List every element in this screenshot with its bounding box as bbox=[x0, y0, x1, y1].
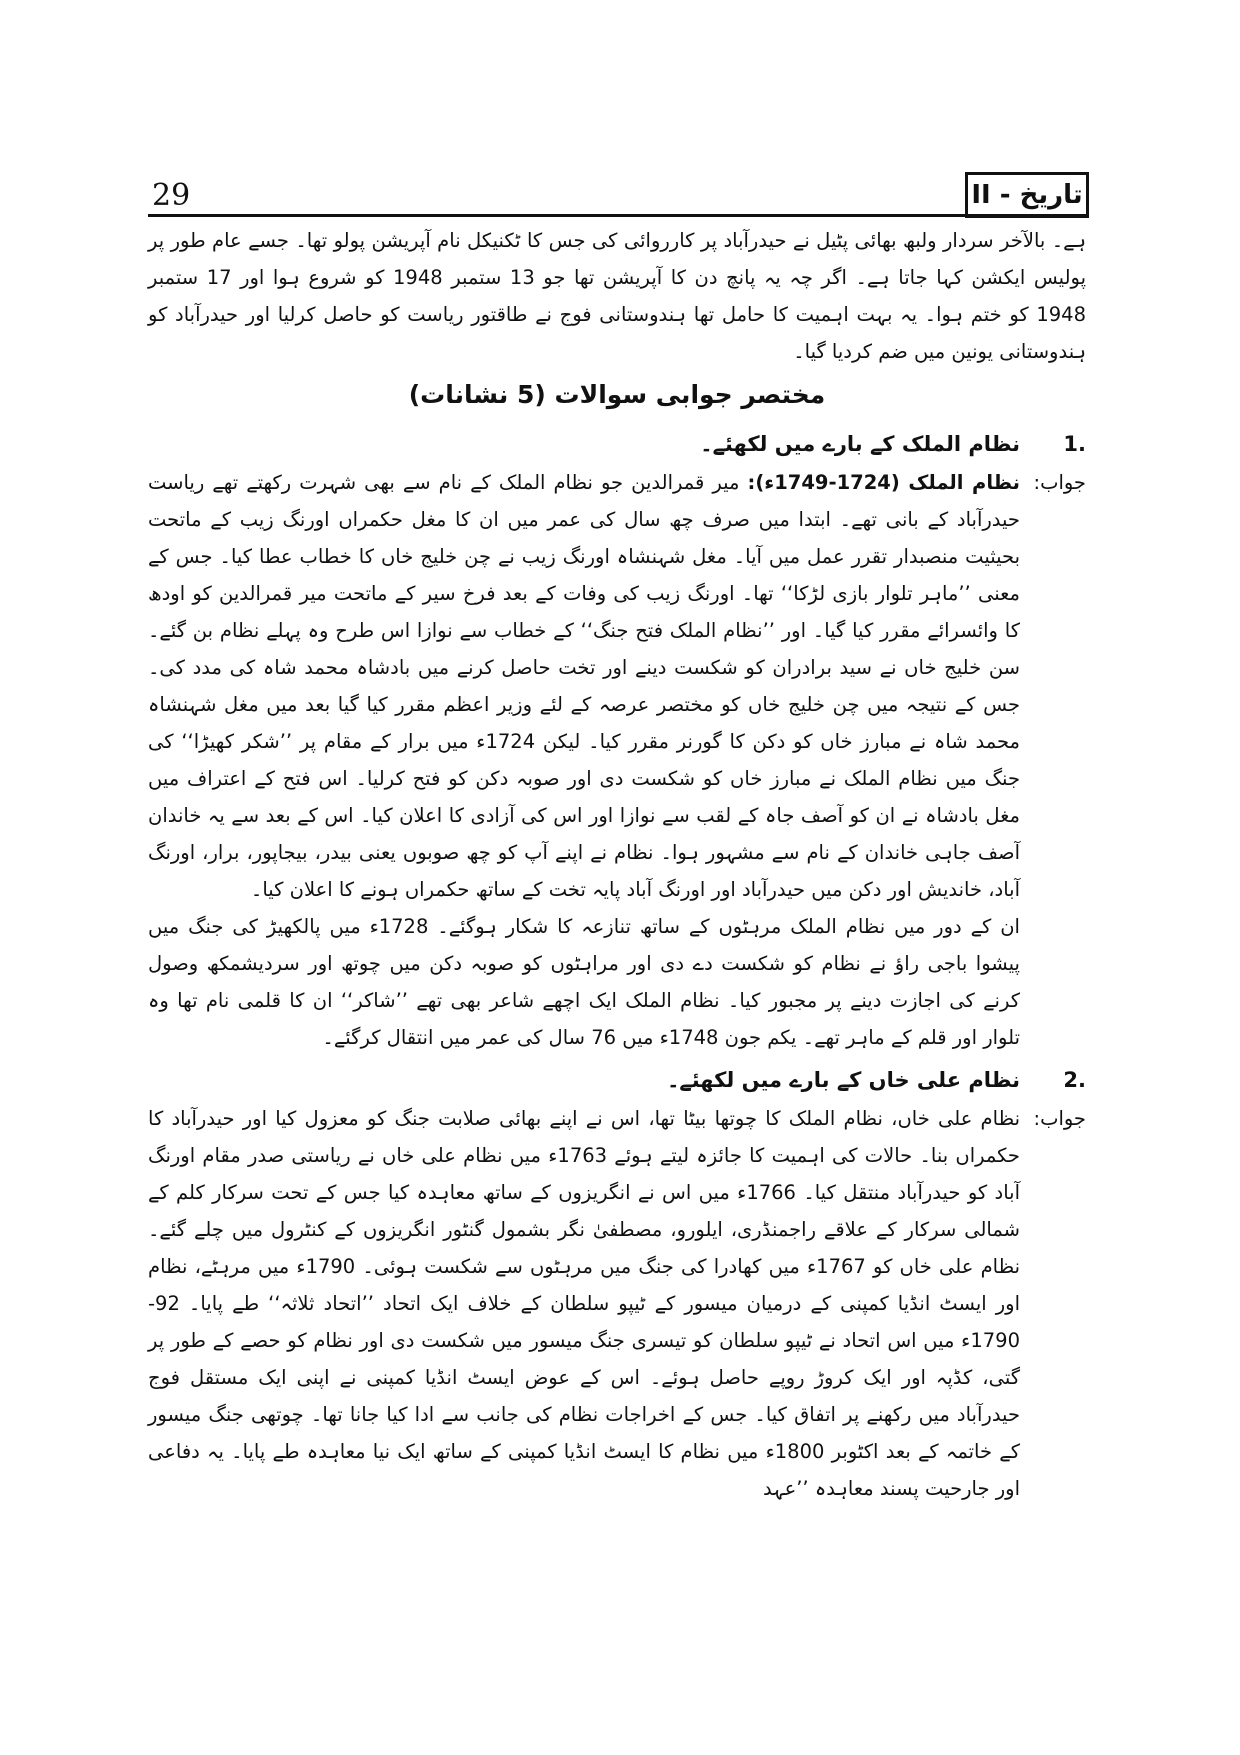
answer-paragraph-continued: ان کے دور میں نظام الملک مرہٹوں کے ساتھ تنازعہ کا شکار ہوگئے۔ 1728ء میں پالکھیڑ کی جنگ میں پیشوا باجی راؤ نے نظام کو شکست دے دی اور مراہٹوں کو صوبہ دکن میں چوتھ اور سردیشمکھ وصول کرنے کی اجازت دینے پر مجبور کیا۔ نظام الملک ایک اچھے شاعر بھی تھے ’’شاکر‘‘ ان کا قلمی نام تھا وہ تلوار اور قلم کے ماہر تھے۔ یکم جون 1748ء میں 76 سال کی عمر میں انتقال کرگئے۔ bbox=[148, 915, 1020, 1049]
question-text: نظام الملک کے بارے میں لکھئے۔ bbox=[700, 432, 1020, 456]
page-number: 29 bbox=[152, 178, 191, 213]
question-number: .1 bbox=[1063, 432, 1086, 456]
header-rule bbox=[148, 214, 1086, 217]
subject-title-box: تاریخ - II bbox=[965, 172, 1089, 218]
question-text: نظام علی خاں کے بارے میں لکھئے۔ bbox=[667, 1068, 1020, 1092]
intro-paragraph: ہے۔ بالآخر سردار ولبھ بھائی پٹیل نے حیدرآباد پر کارروائی کی جس کا ٹکنیکل نام آپریشن پولو تھا۔ جسے عام طور پر پولیس ایکشن کہا جاتا ہے۔ اگر چہ یہ پانچ دن کا آپریشن تھا جو 13 ستمبر 1948 کو شروع ہوا اور 17 ستمبر 1948 کو ختم ہوا۔ یہ بہت اہمیت کا حامل تھا ہندوستانی فوج نے طاقتور ریاست کو حاصل کرلیا اور حیدرآباد کو ہندوستانی یونین میں ضم کردیا گیا۔ bbox=[148, 229, 1087, 363]
answer-paragraph: میر قمرالدین جو نظام الملک کے نام سے بھی شہرت رکھتے تھے ریاست حیدرآباد کے بانی تھے۔ ابتدا میں صرف چھ سال کی عمر میں ان کا مغل حکمراں اورنگ زیب کے ماتحت بحیثیت منصبدار تقرر عمل میں آیا۔ مغل شہنشاہ اورنگ زیب نے چن خلیج خاں کا خطاب عطا کیا۔ جس کے معنی ’’ماہر تلوار بازی لڑکا‘‘ تھا۔ اورنگ زیب کی وفات کے بعد فرخ سیر کے ماتحت میر قمرالدین کو اودھ کا وائسرائے مقرر کیا گیا۔ اور ’’نظام الملک فتح جنگ‘‘ کے خطاب سے نوازا اس طرح وہ پہلے نظام بن گئے۔ سن خلیج خاں نے سید برادران کو شکست دینے اور تخت حاصل کرنے میں بادشاہ محمد شاہ کی مدد کی۔ جس کے نتیجہ میں چن خلیج خاں کو مختصر عرصہ کے لئے وزیر اعظم مقرر کیا گیا بعد میں مغل شہنشاہ محمد شاہ نے مبارز خاں کو دکن کا گورنر مقرر کیا۔ لیکن 1724ء میں برار کے مقام پر ’’شکر کھیڑا‘‘ کی جنگ میں نظام الملک نے مبارز خاں کو شکست دی اور صوبہ دکن کو فتح کرلیا۔ اس فتح کے اعتراف میں مغل بادشاہ نے ان کو آصف جاہ کے لقب سے نوازا اور اس کی آزادی کا اعلان کیا۔ اس کے بعد سے یہ خاندان آصف جاہی خاندان کے نام سے مشہور ہوا۔ نظام نے اپنے آپ کو چھ صوبوں یعنی بیدر، بیجاپور، برار، اورنگ آباد، خاندیش اور دکن میں حیدرآباد اور اورنگ آباد پایہ تخت کے ساتھ حکمراں ہونے کا اعلان کیا۔ bbox=[148, 471, 1021, 901]
question-2 bbox=[148, 1060, 1086, 1100]
answer-body bbox=[148, 1100, 1020, 1507]
answer-lead: نظام الملک (1724-1749ء): bbox=[747, 471, 1020, 494]
answer-2 bbox=[148, 1100, 1086, 1507]
page-content bbox=[148, 222, 1086, 1507]
section-heading: مختصر جوابی سوالات (5 نشانات) bbox=[408, 380, 826, 409]
answer-paragraph: نظام علی خاں، نظام الملک کا چوتھا بیٹا تھا، اس نے اپنے بھائی صلابت جنگ کو معزول کیا اور حیدرآباد کا حکمراں بنا۔ حالات کی اہمیت کا جائزہ لیتے ہوئے 1763ء میں نظام علی خاں نے ریاستی صدر مقام اورنگ آباد کو حیدرآباد منتقل کیا۔ 1766ء میں اس نے انگریزوں کے ساتھ معاہدہ کیا جس کے تحت سرکار کلم کے شمالی سرکار کے علاقے راجمنڈری، ایلورو، مصطفیٰ نگر بشمول گنٹور انگریزوں کے کنٹرول میں چلے گئے۔ نظام علی خاں کو 1767ء میں کھادرا کی جنگ میں مرہٹوں سے شکست ہوئی۔ 1790ء میں مرہٹے، نظام اور ایسٹ انڈیا کمپنی کے درمیان میسور کے ٹیپو سلطان کے خلاف ایک اتحاد ’’اتحاد ثلاثہ‘‘ طے پایا۔ 92-1790ء میں اس اتحاد نے ٹیپو سلطان کو تیسری جنگ میسور میں شکست دی اور نظام کو حصے کے طور پر گتی، کڈپہ اور ایک کروڑ روپے حاصل ہوئے۔ اس کے عوض ایسٹ انڈیا کمپنی نے اپنی ایک مستقل فوج حیدرآباد میں رکھنے پر اتفاق کیا۔ جس کے اخراجات نظام کی جانب سے ادا کیا جانا تھا۔ چوتھی جنگ میسور کے خاتمہ کے بعد اکٹوبر 1800ء میں نظام کا ایسٹ انڈیا کمپنی کے ساتھ ایک نیا معاہدہ طے پایا۔ یہ دفاعی اور جارحیت پسند معاہدہ ’’عہد bbox=[148, 1107, 1021, 1500]
question-number: .2 bbox=[1063, 1068, 1086, 1092]
answer-1 bbox=[148, 464, 1086, 908]
question-1 bbox=[148, 424, 1086, 464]
answer-body bbox=[148, 464, 1020, 908]
answer-label: جواب: bbox=[1033, 1107, 1086, 1130]
answer-label: جواب: bbox=[1033, 471, 1086, 494]
